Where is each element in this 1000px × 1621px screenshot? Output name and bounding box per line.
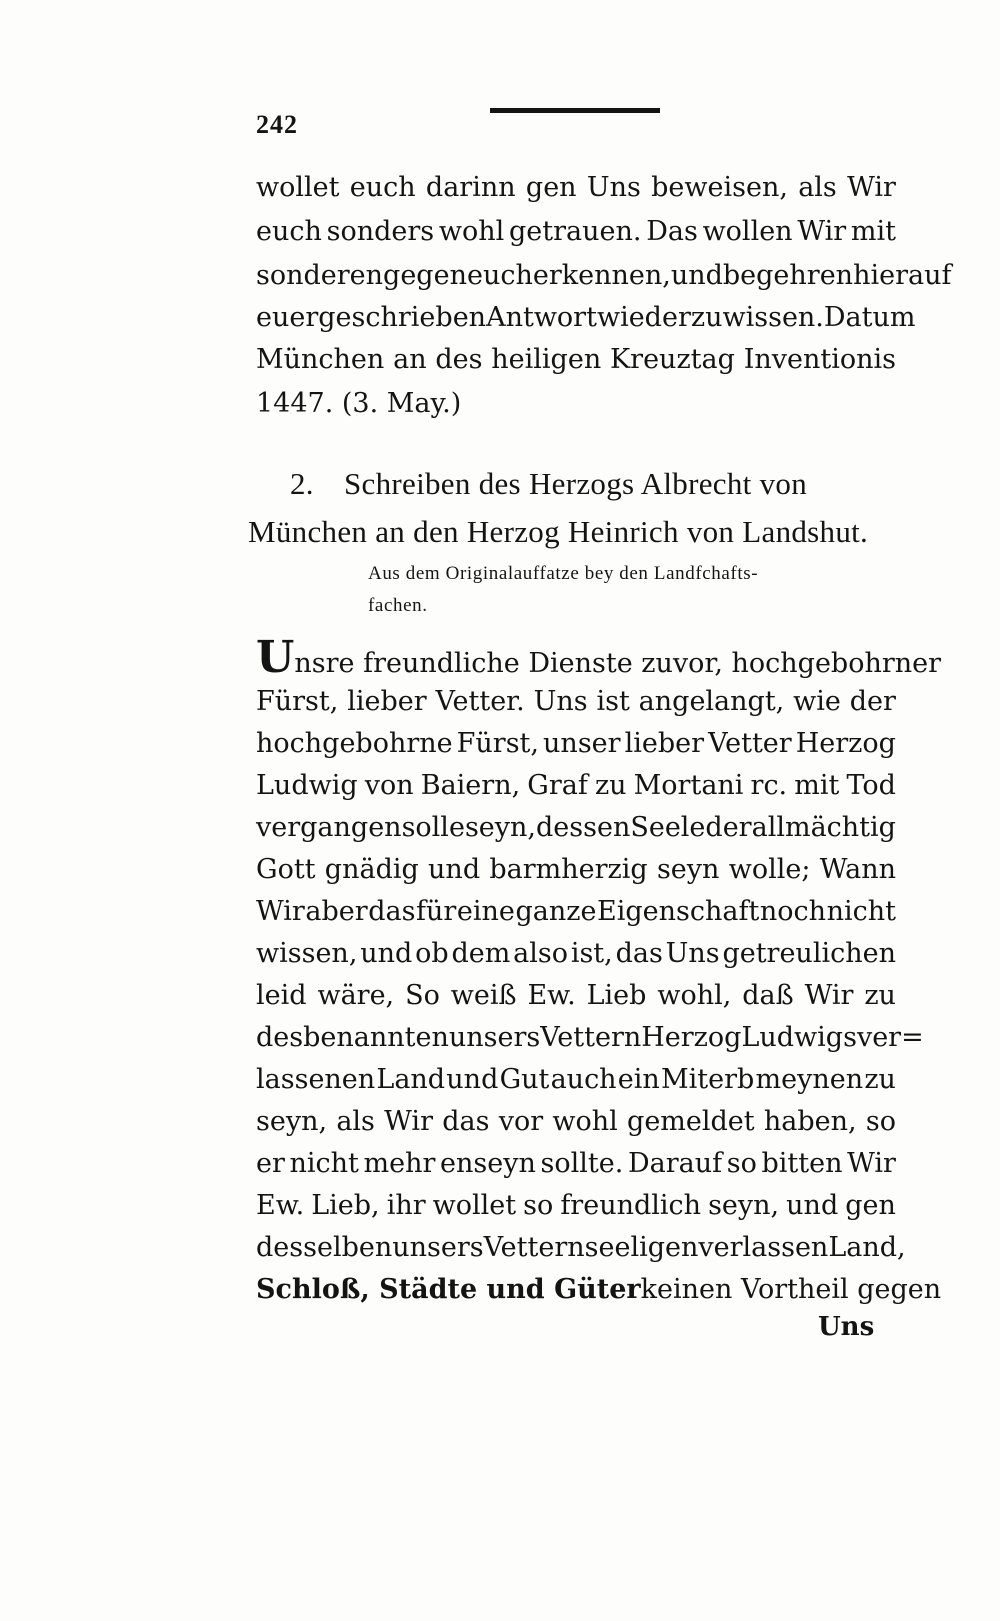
letter-last-line [256,1270,942,1310]
word: Seele [630,812,706,843]
word: sonderen [256,260,384,291]
word: wolle; [728,854,811,885]
word: des [256,1022,304,1053]
word: zu [864,1064,896,1095]
word: dessen [536,812,631,843]
word: haben, [763,1106,857,1137]
letter-line [256,766,896,806]
word: geschrieben [318,302,487,333]
word: Eigenschaft [597,896,760,927]
word: Wir [256,896,305,927]
word: wie [793,686,841,717]
word: Fürst, [256,686,339,717]
word: wohl [438,216,505,247]
word: für [416,896,457,927]
letter-line [256,1144,896,1184]
word: Antwort [486,302,597,333]
word: barmherzig [489,854,648,885]
word: euch [256,216,322,247]
word: lassenen [256,1064,376,1095]
word: auch [550,1064,617,1095]
word: wollen [702,216,793,247]
word: Fürst, [456,728,539,759]
intro-line [256,298,916,338]
word: Ludwig [256,770,358,801]
word: Wir [847,172,896,203]
word: Mortani [633,770,744,801]
word: wissen, [256,938,358,969]
word: wieder [596,302,691,333]
word: wollet [432,1190,517,1221]
word: Lieb [586,980,647,1011]
word: hierauf [853,260,952,291]
word: ihr [386,1190,426,1221]
word: gen [525,172,577,203]
word: Land [376,1064,446,1095]
word: Vettern [540,1022,642,1053]
letter-line [256,1060,896,1100]
letter-opening [256,632,942,684]
word: mit [850,216,896,247]
word: enseyn [440,1148,536,1179]
word: Vetter [708,728,792,759]
word: seyn, [708,1190,780,1221]
word: Gott [256,854,316,885]
word: unsers [448,1022,541,1053]
word: Kreuztag [610,344,735,375]
word: Uns [586,172,641,203]
word: wohl, [657,980,732,1011]
source-note-line1: Aus dem Originalauffatze bey den Landfchafts- [368,563,759,584]
word: freundlich [560,1190,702,1221]
word: vor [498,1106,544,1137]
word: von [364,770,414,801]
word: euch [349,172,416,203]
word: weiß [450,980,517,1011]
word: leid [256,980,307,1011]
word: bitten [761,1148,843,1179]
word: aber [305,896,368,927]
word: Graf [527,770,588,801]
word: wohl [552,1106,618,1137]
word: nicht [289,1148,359,1179]
word: Wir [384,1106,433,1137]
word: Vetter. [435,686,525,717]
letter-line [256,892,896,932]
word: gen [845,1190,896,1221]
word: wollet [256,172,340,203]
intro-line [256,256,952,296]
letter-line [256,934,896,974]
word: gegen [383,260,467,291]
word: dem [451,938,511,969]
word: und [428,854,481,885]
word: ist, [570,938,613,969]
word: Wann [819,854,896,885]
section-heading-line1: Schreiben des Herzogs Albrecht von [343,466,807,501]
word: seeligen [584,1232,699,1263]
page-number: 242 [256,110,298,139]
word: mehr [363,1148,436,1179]
word: Herzog [795,728,896,759]
word: Datum [823,302,916,333]
word: Wir [847,1148,896,1179]
word: gemeldet [627,1106,755,1137]
letter-line [256,808,896,848]
word: unsers [392,1232,484,1263]
word: Wir [797,216,847,247]
word: er [256,1148,285,1179]
page-header [256,108,896,148]
intro-line: 1447. (3. May.) [256,388,462,419]
word: So [405,980,440,1011]
word: desselben [256,1232,393,1263]
intro-line [256,212,896,252]
letter-line [256,850,896,890]
word: des [435,344,483,375]
letter-line [256,1102,896,1142]
word: das [442,1106,490,1137]
word: Miterb [661,1064,755,1095]
word: getreulichen [722,938,896,969]
source-note-line2: fachen. [368,595,428,616]
word: und [670,260,723,291]
word: ob [415,938,449,969]
word: beweisen, [651,172,788,203]
word: zu [864,980,896,1011]
word: also [513,938,568,969]
word: Lieb, [311,1190,380,1221]
word: ein [617,1064,660,1095]
word: lieber [347,686,427,717]
word: Vettern [483,1232,585,1263]
word: Ew. [256,1190,305,1221]
word: gnädig [324,854,419,885]
word: noch [759,896,827,927]
word: hochgebohrne [256,728,453,759]
word: Das [646,216,698,247]
word: seyn, [464,812,536,843]
letter-line [256,1228,906,1268]
word: vergangen [256,812,402,843]
letter-line [256,976,896,1016]
header-rule [490,108,660,113]
word: wissen. [722,302,824,333]
word: zu [594,770,627,801]
word: so [865,1106,896,1137]
word: als [336,1106,375,1137]
word: Uns [665,938,720,969]
word: Uns [533,686,588,717]
word: das [615,938,663,969]
word: nicht [826,896,896,927]
catchword: Uns [818,1312,875,1342]
word: wäre, [317,980,395,1011]
word: und [446,1064,499,1095]
word: ver= [856,1022,924,1053]
word: Darauf [627,1148,723,1179]
word: Land, [828,1232,906,1263]
word: seyn, [256,1106,328,1137]
letter-first-line [256,632,942,684]
letter-line [256,724,896,764]
word: und [360,938,413,969]
word: Ew. [527,980,576,1011]
word: meynen [755,1064,864,1095]
word: zu [690,302,723,333]
letter-bold-phrase: Schloß, Städte und Güter [256,1274,641,1305]
section-heading [290,464,807,504]
word: angelangt, [638,686,785,717]
letter-last-line-rest: keinen Vortheil gegen [640,1274,942,1305]
word: allmächtig [751,812,896,843]
word: Herzog [641,1022,742,1053]
word: Ludwigs [741,1022,857,1053]
word: begehren [722,260,854,291]
word: Wir [804,980,854,1011]
initial-letter: U [256,632,295,683]
word: benannten [303,1022,449,1053]
word: der [705,812,752,843]
word: rc. [750,770,788,801]
word: seyn [656,854,720,885]
word: ganze [515,896,597,927]
word: ist [596,686,630,717]
word: Inventionis [743,344,896,375]
word: mit [794,770,840,801]
section-number: 2. [290,466,314,501]
word: eine [456,896,515,927]
word: das [368,896,416,927]
word: Baiern, [420,770,521,801]
word: darinn [425,172,516,203]
word: Tod [846,770,896,801]
word: sonders [326,216,435,247]
letter-line [256,1186,896,1226]
word: daß [742,980,794,1011]
word: München [256,344,385,375]
word: unser [543,728,621,759]
word: so [726,1148,757,1179]
letter-first-line-rest: nsre freundliche Dienste zuvor, hochgebohrner [294,648,942,679]
letter-line [256,1018,924,1058]
word: heiligen [491,344,602,375]
word: getrauen. [509,216,642,247]
intro-line [256,340,896,380]
section-heading-line2: München an den Herzog Heinrich von Landshut. [248,514,869,549]
word: lieber [624,728,705,759]
word: erkennen, [532,260,671,291]
word: verlassen [698,1232,829,1263]
word: an [393,344,427,375]
intro-line [256,168,896,208]
word: euer [256,302,319,333]
word: euch [466,260,533,291]
word: so [523,1190,554,1221]
word: Gut [499,1064,550,1095]
word: der [849,686,896,717]
word: solle [401,812,465,843]
word: und [786,1190,839,1221]
word: als [798,172,837,203]
word: sollte. [540,1148,624,1179]
letter-line [256,682,896,722]
